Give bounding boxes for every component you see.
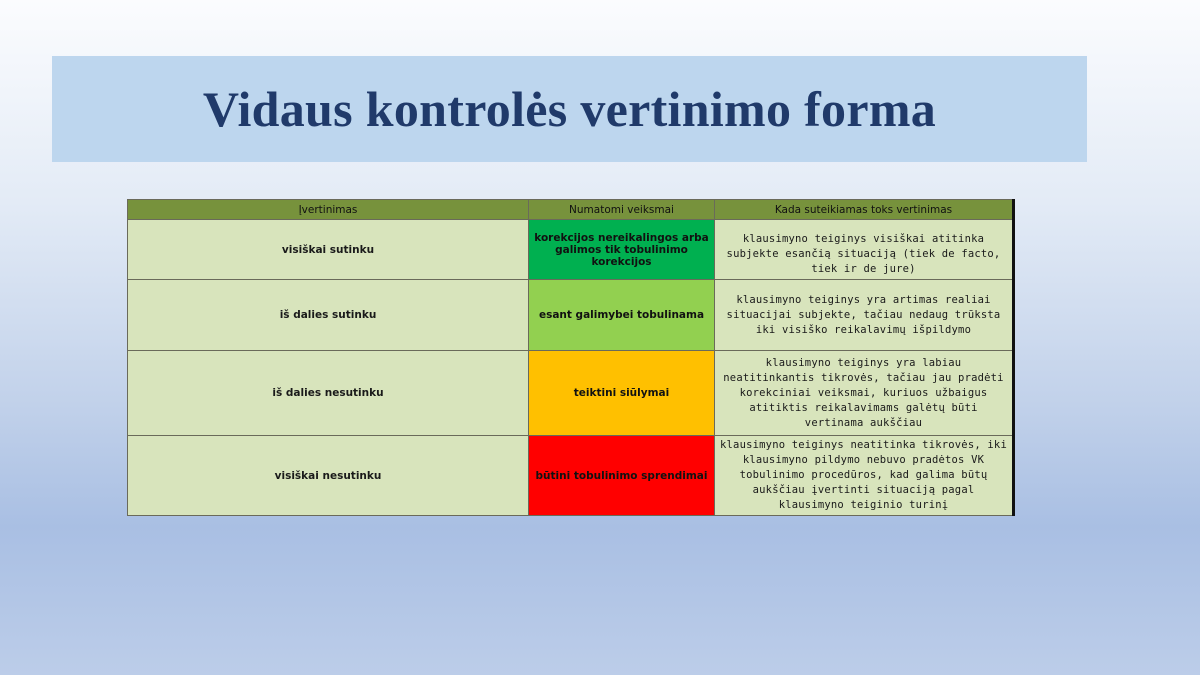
- when-cell: klausimyno teiginys yra labiau neatitinkantis tikrovės, tačiau jau pradėti korekciniai veiksmai, kuriuos užbaigus atitiktis reikalavimams galėtų būti vertinama aukščiau: [715, 351, 1014, 436]
- when-cell: klausimyno teiginys neatitinka tikrovės, iki klausimyno pildymo nebuvo pradėtos VK tobulinimo procedūros, kad galima būtų aukščiau įvertinti situaciją pagal klausimyno teiginio turinį: [715, 436, 1014, 516]
- title-band: [52, 56, 1087, 162]
- table-row: [128, 351, 1014, 436]
- table-row: [128, 280, 1014, 351]
- rating-cell: visiškai sutinku: [128, 220, 529, 280]
- header-when: Kada suteikiamas toks vertinimas: [715, 200, 1014, 220]
- when-cell: klausimyno teiginys yra artimas realiai situacijai subjekte, tačiau nedaug trūksta iki visiško reikalavimų išpildymo: [715, 280, 1014, 351]
- header-actions: Numatomi veiksmai: [529, 200, 715, 220]
- rating-cell: iš dalies sutinku: [128, 280, 529, 351]
- action-cell: esant galimybei tobulinama: [529, 280, 715, 351]
- action-cell: teiktini siūlymai: [529, 351, 715, 436]
- action-cell: būtini tobulinimo sprendimai: [529, 436, 715, 516]
- action-cell: korekcijos nereikalingos arba galimos tik tobulinimo korekcijos: [529, 220, 715, 280]
- header-rating: Įvertinimas: [128, 200, 529, 220]
- slide-title: Vidaus kontrolės vertinimo forma: [202, 81, 937, 137]
- table-row: [128, 220, 1014, 280]
- when-cell: klausimyno teiginys visiškai atitinka subjekte esančią situaciją (tiek de facto, tiek ir de jure): [715, 220, 1014, 280]
- rating-cell: iš dalies nesutinku: [128, 351, 529, 436]
- rating-cell: visiškai nesutinku: [128, 436, 529, 516]
- evaluation-table: [127, 199, 1015, 516]
- table-row: [128, 436, 1014, 516]
- table-header-row: [128, 200, 1014, 220]
